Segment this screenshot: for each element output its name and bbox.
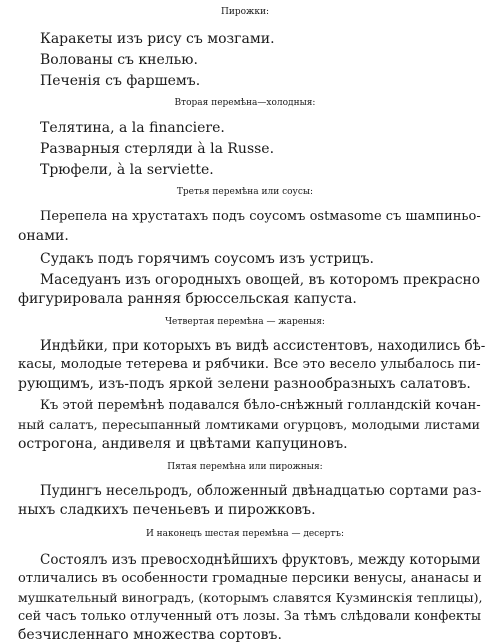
section-heading-fourth: Четвертая перемѣна — жареныя: (165, 317, 325, 327)
section-heading-sixth: И наконецъ шестая перемѣна — десертъ: (145, 529, 345, 539)
paragraph-line: ныхъ сладкихъ печеньевъ и пирожковъ. (18, 502, 316, 518)
menu-item: Волованы съ кнелью. (40, 52, 198, 68)
paragraph-line: Пудингъ несельродъ, обложенный двѣнадцатью сортами раз- (40, 483, 482, 499)
paragraph-line: сей часъ только отлученный отъ лозы. За тѣмъ слѣдовали конфекты (18, 609, 482, 624)
paragraph-line: рующимъ, изъ-подъ яркой зелени разнообразныхъ салатовъ. (18, 376, 471, 392)
menu-item: Трюфели, à la serviette. (40, 162, 214, 178)
paragraph-line: Перепела на хрустатахъ подъ соусомъ ostмasome съ шампиньо- (40, 209, 481, 224)
paragraph-line: фигурировала ранняя брюссельская капуста. (18, 291, 357, 307)
section-heading-pirozhki: Пирожки: (221, 7, 269, 17)
section-heading-third: Третья перемѣна или соусы: (176, 187, 314, 197)
paragraph-line: касы, молодые тетерева и рябчики. Все это весело улыбалось пи- (18, 357, 481, 372)
menu-item: Каракеты изъ рису съ мозгами. (40, 31, 275, 47)
paragraph-line: Индѣйки, при которыхъ въ видѣ ассистентовъ, находились бѣ- (40, 338, 486, 354)
paragraph-line: мушкательный виноградъ, (которымъ славятся Кузминскія теплицы), (18, 590, 483, 605)
paragraph-line: безчисленнаго множества сортовъ. (18, 627, 282, 643)
paragraph-line: Къ этой перемѣнѣ подавался бѣло-снѣжный голландскій кочан- (40, 398, 481, 413)
paragraph-line: онами. (18, 228, 69, 244)
section-heading-fifth: Пятая перемѣна или пирожныя: (167, 462, 323, 472)
menu-item: Телятина, а la financiere. (40, 120, 225, 136)
section-heading-second: Вторая перемѣна—холодныя: (174, 98, 316, 108)
paragraph-line: Маседуанъ изъ огородныхъ овощей, въ которомъ прекрасно (40, 272, 480, 288)
paragraph-line: ный салатъ, пересыпанный ломтиками огурцовъ, молодыми листами (18, 417, 480, 432)
menu-item: Разварныя стерляди à la Russe. (40, 141, 275, 157)
menu-item: Печенія съ фаршемъ. (40, 73, 201, 89)
paragraph-line: острогона, андивеля и цвѣтами капуциновъ. (18, 436, 348, 452)
paragraph-line: Судакъ подъ горячимъ соусомъ изъ устрицъ. (40, 251, 374, 267)
paragraph-line: отличались въ особенности громадные персики венусы, ананасы и (18, 571, 482, 586)
paragraph-line: Состоялъ изъ превосходнѣйшихъ фруктовъ, между которыми (40, 552, 481, 568)
